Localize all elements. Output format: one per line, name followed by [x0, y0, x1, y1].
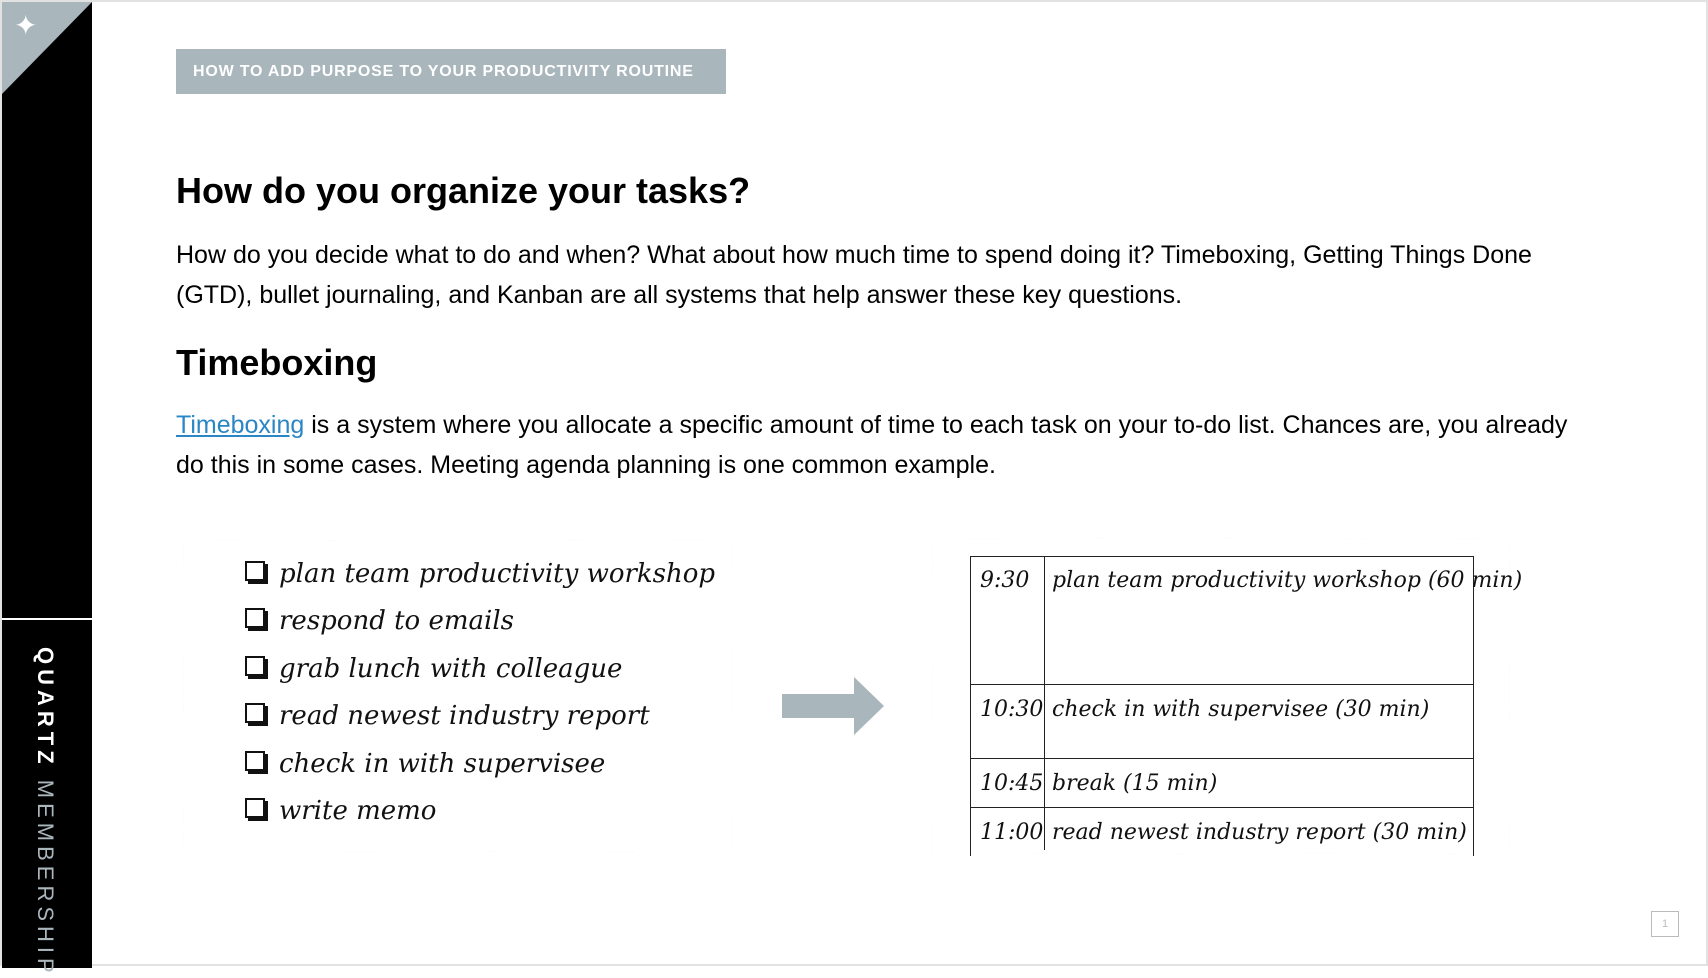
schedule-time: 10:45 [980, 771, 1044, 796]
schedule-row [970, 556, 1523, 684]
page-number: 1 [1651, 911, 1679, 937]
schedule-task: plan team productivity workshop (60 min) [1052, 568, 1523, 593]
schedule-table [970, 556, 1523, 850]
todo-item [245, 740, 715, 788]
schedule-row [970, 807, 1474, 867]
schedule-task: break (15 min) [1052, 771, 1218, 796]
brand-logo [32, 647, 58, 978]
sparkle-icon: ✦ [14, 9, 38, 42]
brand-secondary: MEMBERSHIP [33, 779, 58, 978]
sidebar-divider [2, 618, 92, 620]
schedule-task: read newest industry report (30 min) [1052, 820, 1467, 845]
todo-item [245, 598, 715, 646]
timeboxing-paragraph [176, 405, 1576, 485]
checkbox-icon [245, 656, 265, 676]
brand-primary: QUARTZ [33, 647, 58, 769]
schedule-task: check in with supervisee (30 min) [1052, 697, 1430, 722]
sidebar [2, 2, 92, 978]
right-arrow-icon [782, 677, 884, 735]
todo-item-label: read newest industry report [279, 701, 650, 732]
todo-item [245, 550, 715, 598]
todo-item-label: respond to emails [279, 606, 514, 637]
heading-organize-tasks: How do you organize your tasks? [176, 170, 751, 211]
schedule-time: 11:00 [980, 820, 1044, 845]
heading-timeboxing: Timeboxing [176, 342, 378, 383]
timeboxing-link[interactable]: Timeboxing [176, 411, 305, 439]
todo-item-label: check in with supervisee [279, 748, 606, 779]
intro-paragraph: How do you decide what to do and when? What about how much time to spend doing it? Timeboxing, Getting Things Done (GTD), bullet journaling, and Kanban are all systems that help answer these key questions. [176, 241, 1532, 309]
todo-item-label: plan team productivity workshop [279, 558, 716, 589]
todo-item [245, 788, 715, 836]
checkbox-icon [245, 608, 265, 628]
todo-item-label: write memo [279, 796, 437, 827]
checkbox-icon [245, 751, 265, 771]
checkbox-icon [245, 798, 265, 818]
timeboxing-paragraph-text: is a system where you allocate a specific amount of time to each task on your to-do list. Chances are, you already do this in some cases. Meeting agenda planning is one common example. [176, 411, 1568, 479]
todo-list [245, 550, 715, 835]
todo-item [245, 693, 715, 741]
todo-item-label: grab lunch with colleague [279, 653, 623, 684]
schedule-time: 10:30 [980, 697, 1044, 722]
schedule-row [970, 758, 1474, 807]
todo-item [245, 645, 715, 693]
checkbox-icon [245, 703, 265, 723]
checkbox-icon [245, 561, 265, 581]
schedule-row [970, 684, 1474, 758]
section-tag: HOW TO ADD PURPOSE TO YOUR PRODUCTIVITY ROUTINE [176, 49, 726, 94]
schedule-time: 9:30 [980, 568, 1030, 593]
